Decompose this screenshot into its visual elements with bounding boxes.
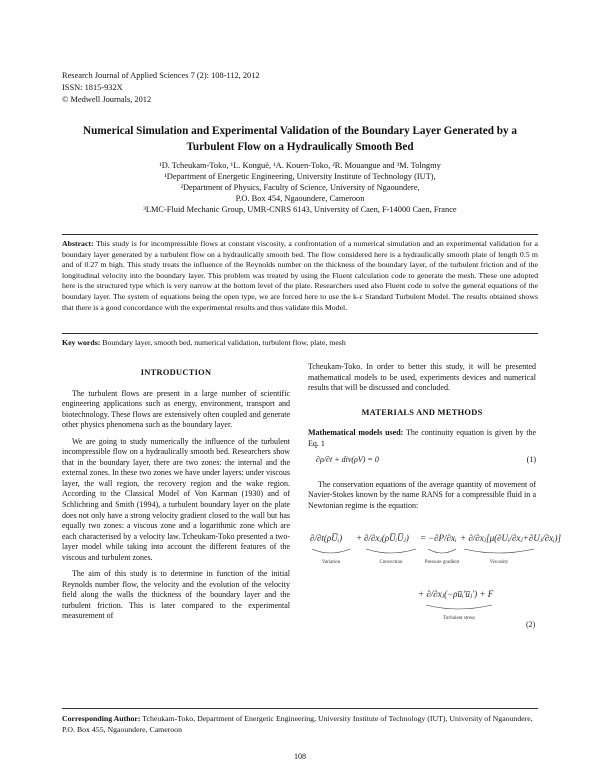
corresponding-author [62,713,538,735]
journal-citation: Research Journal of Applied Sciences 7 (2): 108-112, 2012 [62,71,260,80]
affiliation-2: ²Department of Physics, Faculty of Science, University of Ngaoundere, [180,183,420,192]
eq2-convection-term: ∂/∂xⱼ(ρU̅ᵢU̅ⱼ) [364,533,409,544]
equation-1-number: (1) [526,455,536,465]
left-column [62,362,290,622]
models-label: Mathematical models used: [308,428,404,438]
eq2-plus-1: + [356,533,363,544]
corresponding-author-text: Tcheukam-Toko, Department of Energetic Engineering, University Institute of Technology (IUT), University of Ngaoundere, P.O. Box 455, Ngaoundere, Cameroon [62,714,533,734]
models-paragraph [308,428,536,449]
eq2-pressure-brace [428,549,456,553]
abstract-top-rule [62,234,538,235]
journal-issn: ISSN: 1815-932X [62,83,123,92]
methods-heading: MATERIALS AND METHODS [361,407,483,417]
equation-1-body: ∂ρ/∂t + div(ρV) = 0 [316,455,379,465]
eq2-variation-term: ∂/∂t(ρU̅ᵢ) [310,533,343,544]
affiliation-4: ³LMC-Fluid Mechanic Group, UMR-CNRS 6143, University of Caen, F-14000 Caen, France [143,205,457,214]
journal-copyright: © Medwell Journals, 2012 [62,95,152,104]
intro-paragraph-1: The turbulent flows are present in a large number of scientific engineering applications such as energy, environment, transport and biotechnology. These flows are extensively often coupled and generate other physics phenomena such as the boundary layer. [62,388,290,430]
eq2-label-turbulent: Turbulent stress [443,616,475,622]
intro-paragraph-3: The aim of this study is to determine in function of the initial Reynolds number flow, the velocity and the evolution of the velocity field along the walls the thickness of the boundary layer and the turbulent friction. This is later compared to the experimental measurement of [62,569,290,621]
keywords-label: Key words: [62,338,101,347]
eq2-label-convection: Convection [379,560,403,566]
abstract-bottom-rule [62,333,538,334]
corresponding-author-label: Corresponding Author: [62,714,141,723]
equation-2 [308,519,562,630]
page-number: 108 [294,752,306,761]
keywords [62,337,538,348]
abstract [62,239,538,313]
conservation-paragraph: The conservation equations of the average quantity of movement of Navier-Stokes known by the name RANS for a compressible fluid in a Newtonian regime is the equation: [308,479,536,510]
intro-continuation: Tcheukam-Toko. In order to better this study, it will be presented mathematical models to be used, experiments devices and numerical results that will be discussed and concluded. [308,362,536,393]
introduction-heading: INTRODUCTION [140,368,212,377]
journal-header [62,70,260,106]
affiliation-1: ¹Department of Energetic Engineering, University Institute of Technology (IUT), [164,172,436,181]
keywords-text: Boundary layer, smooth bed, numerical validation, turbulent flow, plate, mesh [102,338,346,347]
eq2-turbulent-brace [426,605,492,609]
author-block [70,160,530,215]
eq2-label-viscosity: Viscosity [489,560,509,566]
eq2-turbulent-term: + ∂/∂xⱼ(−ρu̅ᵢ'u̅ⱼ') + F [418,589,494,600]
eq2-variation-brace [312,549,350,553]
footer-rule [62,708,538,709]
eq2-pressure-term: −∂P/∂xᵢ [428,533,457,544]
models-text: The continuity equation is given by the Eq. 1 [308,428,537,448]
eq2-label-pressure: Pressure gradient [424,560,460,566]
eq2-viscosity-brace [464,549,534,553]
eq2-equals: = [420,533,427,544]
equation-2-number: (2) [526,620,536,630]
equation-1 [316,455,536,466]
eq2-viscous-term: + ∂/∂xⱼ[μ(∂Uᵢ/∂xⱼ+∂Uⱼ/∂xᵢ)] [460,533,562,544]
right-column [308,362,562,630]
eq2-label-variation: Variation [321,560,341,566]
author-names: ¹D. Tcheukam-Toko, ¹L. Konguè, ¹A. Kouen-Toko, ²R. Mouangue and ³M. Tolngmy [159,161,441,170]
intro-paragraph-2: We are going to study numerically the influence of the turbulent incompressible flow on a hydraulically smooth bed. Researchers show that in the boundary layer, there are two zones: the internal and the external zones. In these two zones we have under layers: under viscous layer, the wall region, the recovery region and the wake region. According to the Classical Model of Von Karman (1930) and of Schlichting and Smith (1994), a turbulent boundary layer on the plate does not only have a strong velocity gradient closed to the wall but has equally two zones: a viscous zone and a logarithmic zone which are each characterised by a velocity law. Tcheukam-Toko presented a two-layer model while taking into account the different features of the viscous and turbulent zones. [62,436,290,562]
equation-2-graphic [308,519,562,630]
affiliation-3: P.O. Box 454, Ngaoundere, Cameroon [235,194,365,203]
paper-title: Numerical Simulation and Experimental Validation of the Boundary Layer Generated by a Turbulent Flow on a Hydraulically Smooth Bed [83,125,517,153]
abstract-label: Abstract: [62,239,94,248]
abstract-text: This study is for incompressible flows at constant viscosity, a confrontation of a numerical simulation and an experimental validation for a boundary layer generated by a turbulent flow on a hydraulically smooth bed. The flow considered here is a hydraulically smooth plate of length 0.5 m and of 0.27 m high. This study treats the influence of the Reynolds number on the thickness of the boundary layer, of the turbulent friction and of the longitudinal velocity into the boundary layer. This problem was treated by using the Fluent calculation code to generate the mesh. These one adopted here is the structured type which is very narrow at the bottom level of the plate. Researchers used also Fluent code to solve the general equations of the boundary layer. The system of equations being the open type, we are forced here to use the k-ε Standard Turbulent Model. The results obtained shows that there is a good concordance with the experimental results and thus validate this Model. [62,239,538,312]
eq2-convection-brace [366,549,416,553]
